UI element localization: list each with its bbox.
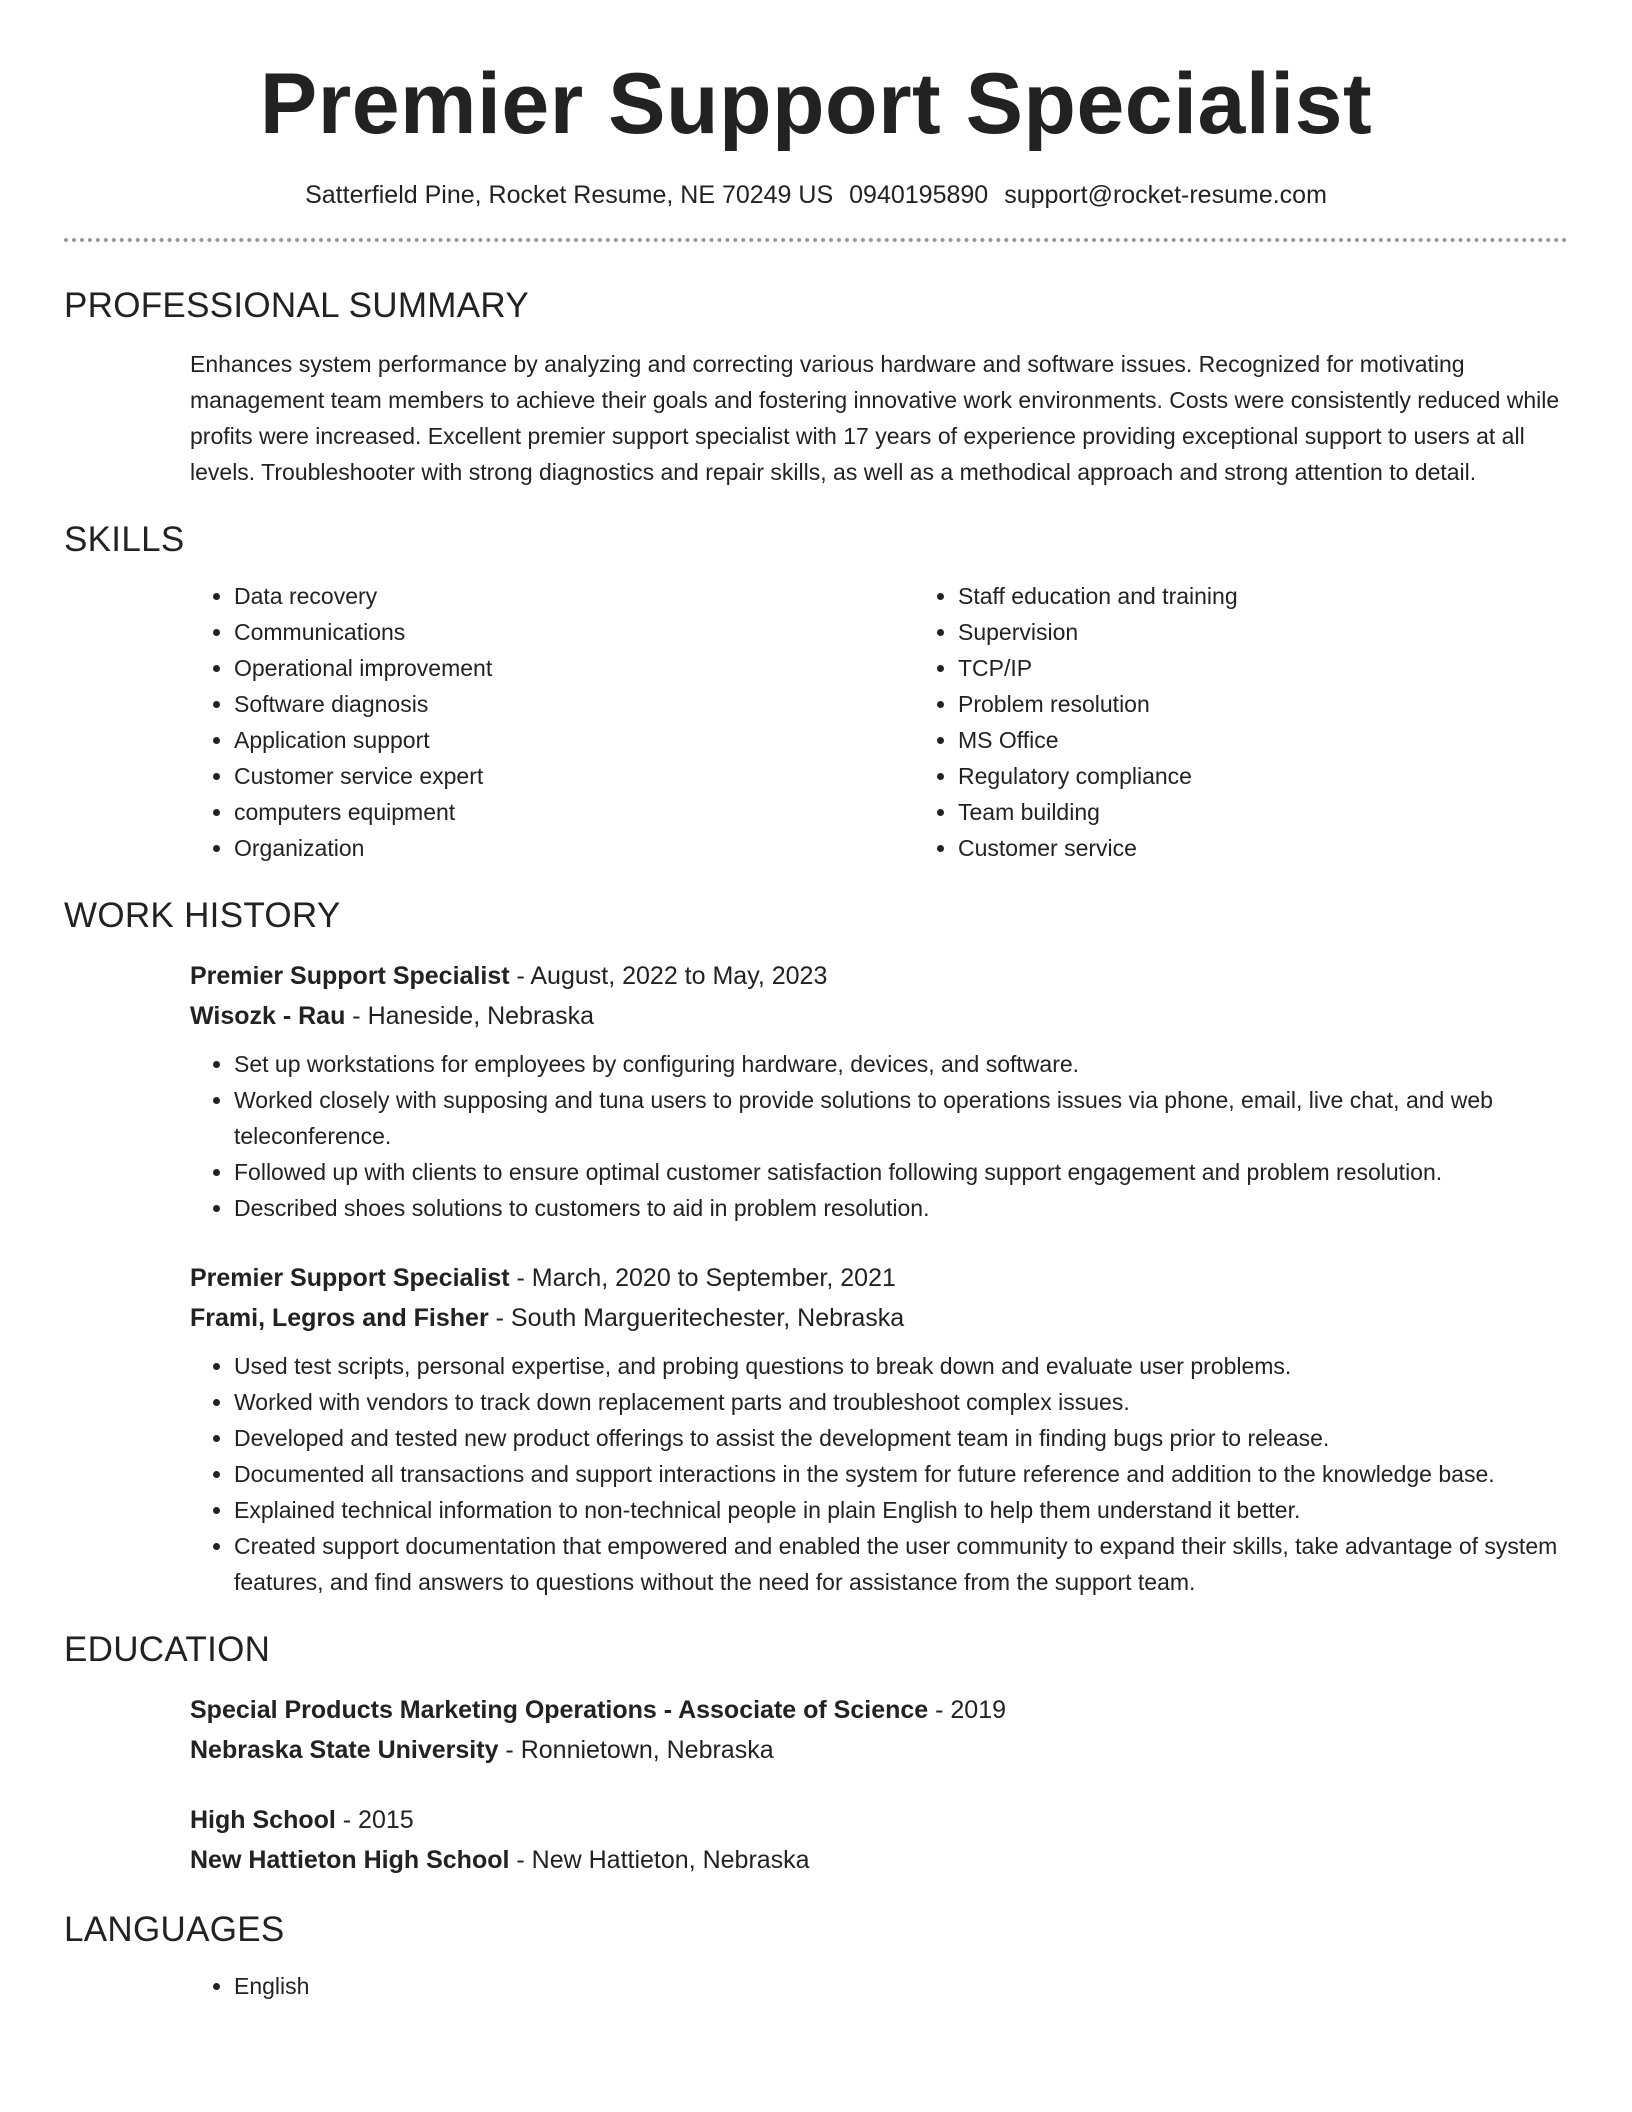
job-bullet: • Worked closely with supposing and tuna users to provide solutions to operations issues via phone, email, live chat, and web teleconference. <box>234 1082 1568 1154</box>
job-bullets <box>190 1046 1568 1226</box>
skill-item: • Team building <box>958 794 1632 830</box>
education-entry <box>190 1800 1568 1880</box>
skill-item: • Application support <box>234 722 914 758</box>
job-dates: - March, 2020 to September, 2021 <box>509 1264 896 1292</box>
job-title-line <box>190 1258 1568 1298</box>
languages-list <box>190 1968 1568 2004</box>
skill-item: • Customer service <box>958 830 1632 866</box>
education-degree-line <box>190 1690 1568 1730</box>
skills-list-right <box>914 578 1632 866</box>
education-school: New Hattieton High School <box>190 1846 510 1874</box>
job-location: - Haneside, Nebraska <box>345 1002 595 1030</box>
skill-item: • Problem resolution <box>958 686 1632 722</box>
job-bullet: • Worked with vendors to track down replacement parts and troubleshoot complex issues. <box>234 1384 1568 1420</box>
work-heading: WORK HISTORY <box>64 896 341 935</box>
skill-item: • TCP/IP <box>958 650 1632 686</box>
work-section <box>190 956 1568 1600</box>
education-section <box>190 1690 1568 1880</box>
skill-item: • Operational improvement <box>234 650 914 686</box>
skill-item: • Data recovery <box>234 578 914 614</box>
job-title-line <box>190 956 1568 996</box>
contact-address: Satterfield Pine, Rocket Resume, NE 70249 US <box>305 181 834 209</box>
education-degree: High School <box>190 1806 336 1834</box>
job-bullet: • Explained technical information to non-technical people in plain English to help them understand it better. <box>234 1492 1568 1528</box>
education-degree: Special Products Marketing Operations - Associate of Science <box>190 1696 929 1724</box>
summary-heading: PROFESSIONAL SUMMARY <box>64 286 529 325</box>
education-location: - New Hattieton, Nebraska <box>509 1846 810 1874</box>
job-company-line <box>190 996 1568 1036</box>
education-entry <box>190 1690 1568 1770</box>
education-heading: EDUCATION <box>64 1630 271 1669</box>
job-bullet: • Documented all transactions and support interactions in the system for future reference and addition to the knowledge base. <box>234 1456 1568 1492</box>
job-company: Frami, Legros and Fisher <box>190 1304 489 1332</box>
language-item: • English <box>234 1968 1568 2004</box>
contact-line <box>64 178 1568 212</box>
job-entry <box>190 1258 1568 1600</box>
education-school-line <box>190 1730 1568 1770</box>
resume-page <box>64 0 1568 2004</box>
skills-heading: SKILLS <box>64 520 185 559</box>
job-bullet: • Set up workstations for employees by configuring hardware, devices, and software. <box>234 1046 1568 1082</box>
languages-heading: LANGUAGES <box>64 1910 285 1949</box>
contact-email: support@rocket-resume.com <box>1004 181 1327 209</box>
languages-section <box>190 1968 1568 2004</box>
skill-item: • Supervision <box>958 614 1632 650</box>
contact-phone: 0940195890 <box>849 181 989 209</box>
job-bullets <box>190 1348 1568 1600</box>
skill-item: • MS Office <box>958 722 1632 758</box>
education-school: Nebraska State University <box>190 1736 499 1764</box>
skill-item: • Organization <box>234 830 914 866</box>
header-divider <box>64 238 1568 242</box>
education-degree-line <box>190 1800 1568 1840</box>
skill-item: • Staff education and training <box>958 578 1632 614</box>
job-bullet: • Described shoes solutions to customers to aid in problem resolution. <box>234 1190 1568 1226</box>
job-bullet: • Used test scripts, personal expertise, and probing questions to break down and evaluate user problems. <box>234 1348 1568 1384</box>
job-location: - South Margueritechester, Nebraska <box>488 1304 905 1332</box>
skills-list-left <box>190 578 914 866</box>
summary-section <box>190 346 1568 490</box>
education-year: - 2015 <box>335 1806 414 1834</box>
job-role: Premier Support Specialist <box>190 1264 510 1292</box>
skill-item: • Software diagnosis <box>234 686 914 722</box>
skill-item: • Customer service expert <box>234 758 914 794</box>
job-entry <box>190 956 1568 1226</box>
job-bullet: • Followed up with clients to ensure optimal customer satisfaction following support engagement and problem resolution. <box>234 1154 1568 1190</box>
job-bullet: • Developed and tested new product offerings to assist the development team in finding bugs prior to release. <box>234 1420 1568 1456</box>
skill-item: • computers equipment <box>234 794 914 830</box>
summary-text: Enhances system performance by analyzing and correcting various hardware and software issues. Recognized for motivating management team members to achieve their goals and fostering innovative work environments. Costs were consistently reduced while profits were increased. Excellent premier support specialist with 17 years of experience providing exceptional support to users at all levels. Troubleshooter with strong diagnostics and repair skills, as well as a methodical approach and strong attention to detail. <box>190 351 1560 485</box>
education-school-line <box>190 1840 1568 1880</box>
job-bullet: • Created support documentation that empowered and enabled the user community to expand their skills, take advantage of system features, and find answers to questions without the need for assistance from the support team. <box>234 1528 1568 1600</box>
education-year: - 2019 <box>928 1696 1007 1724</box>
job-company-line <box>190 1298 1568 1338</box>
job-role: Premier Support Specialist <box>190 962 510 990</box>
skill-item: • Regulatory compliance <box>958 758 1632 794</box>
job-company: Wisozk - Rau <box>190 1002 346 1030</box>
skill-item: • Communications <box>234 614 914 650</box>
skills-section <box>190 578 1568 866</box>
education-location: - Ronnietown, Nebraska <box>498 1736 774 1764</box>
job-dates: - August, 2022 to May, 2023 <box>509 962 828 990</box>
resume-name: Premier Support Specialist <box>259 56 1373 152</box>
